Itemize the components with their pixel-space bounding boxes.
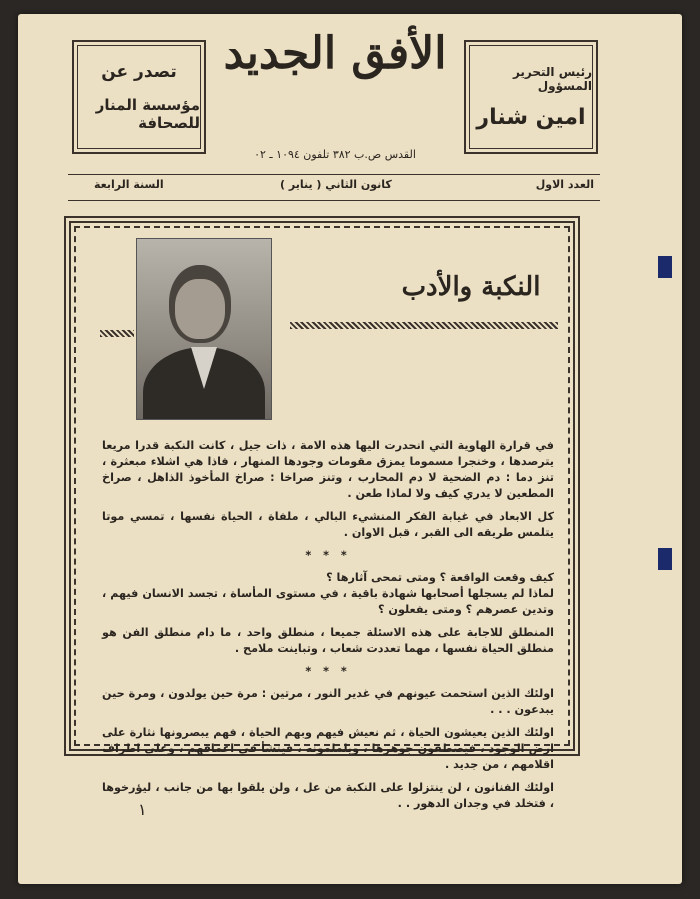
article-body xyxy=(102,438,554,819)
article-title: النكبة والأدب xyxy=(401,272,541,302)
paragraph-5: المنطلق للاجابة على هذه الاسئلة جميعا ، منطلق واحد ، ما دام منطلق الفن هو منطلق الحياة نفسها ، مهما تعددت شعاب ، وتباينت ملامح . xyxy=(102,626,554,655)
issue-year: السنة الرابعة xyxy=(94,178,164,191)
separator-stars-2: * * * xyxy=(305,665,351,678)
author-photo xyxy=(136,238,272,420)
paragraph-8: اولئك الفنانون ، لن ينتزلوا على النكبة من عل ، ولن يلقوا بها من جانب ، ليؤرخوها ، فتخلد في وجدان الدهور . . xyxy=(102,781,554,810)
title-band-right xyxy=(290,322,558,329)
paragraph-7: اولئك الذين يعيشون الحياة ، ثم نعيش فيهم وبهم الحياة ، فهم يبصرونها نثارة على ارض الوجود ، فيصطفون جوهرها ، ويلملمونه ، فينشأ في اعماقهم ، وعلى اطراف اقلامهم ، من جديد . xyxy=(102,726,554,771)
issue-date: كانون الثاني ( يناير ) xyxy=(280,178,392,191)
binding-tab-bottom xyxy=(658,548,672,570)
separator-stars: * * * xyxy=(305,549,351,562)
paragraph-2: كل الابعاد في غيابة الفكر المنشيء البالي ، ملفاة ، الحياة نفسها ، تمسي موتا يتلمس طريقه الى القبر ، قبل الاوان . xyxy=(102,510,554,539)
page-number: ١ xyxy=(138,800,147,819)
issue-number: العدد الاول xyxy=(535,178,594,191)
divider-bottom xyxy=(68,200,600,201)
paragraph-6: اولئك الذين استحمت عيونهم في غدير النور ، مرتين : مرة حين يولدون ، ومرة حين يبدعون . . . xyxy=(102,687,554,716)
paragraph-3: كيف وقعت الواقعة ؟ ومتى تمحى آثارها ؟ xyxy=(326,571,554,584)
paragraph-4: لماذا لم يسجلها أصحابها شهادة باقية ، في مستوى المأساة ، تجسد الانسان فيهم ، وتدين عصرهم ؟ ومتى يفعلون ؟ xyxy=(102,587,554,616)
publisher-line1: تصدر عن xyxy=(101,62,177,82)
title-band-left xyxy=(100,330,134,337)
paragraph-1: في قرارة الهاوية التي انحدرت اليها هذه الامة ، ذات جيل ، كانت النكبة قدرا مريعا يترصدها ، وخنجرا مسموما يمزق مقومات وجودها المنهار ، فاذا هي اشلاء مبعثرة ، تنز دما : دم الضحية لا دم المحارب ، وتنز صراخا : صراخ المأخوذ الذاهل ، صراخ المطعين لا يدري كيف ولا لماذا طعن . xyxy=(102,439,554,500)
masthead-title: الأفق الجديد xyxy=(223,28,447,79)
publisher-line2: مؤسسة المنار للصحافة xyxy=(95,96,200,132)
editor-box xyxy=(464,40,598,154)
divider-top xyxy=(68,174,600,175)
publisher-box xyxy=(72,40,206,154)
editor-label: رئيس التحرير المسؤول xyxy=(512,64,592,93)
editor-name: امين شنار xyxy=(476,104,586,130)
address-line: القدس ص.ب ٣٨٢ تلفون ١٠٩٤ ـ ٠٢ xyxy=(254,148,416,161)
binding-tab-top xyxy=(658,256,672,278)
